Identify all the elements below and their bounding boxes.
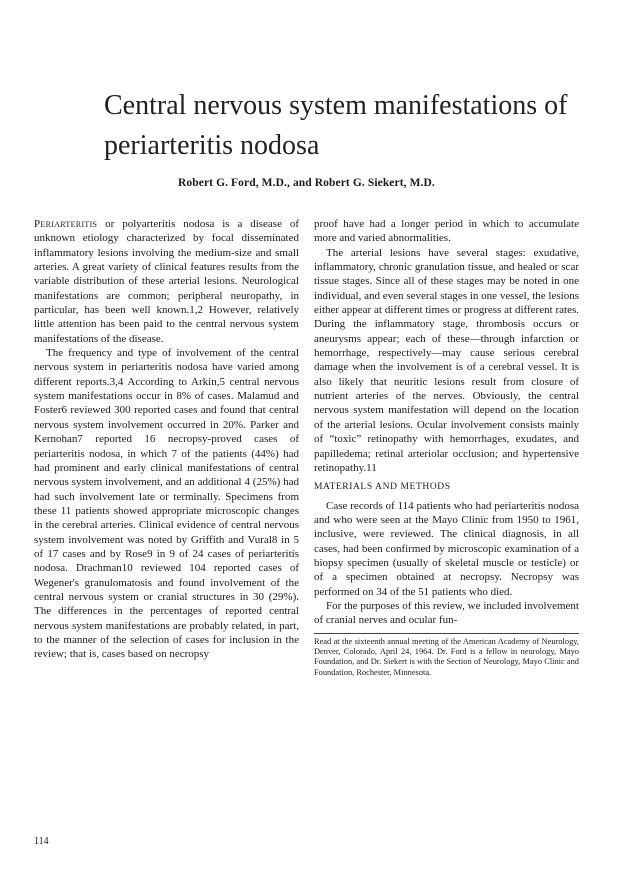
- left-paragraph-2: The frequency and type of involvement of the central nervous system in periarteritis nodosa have varied among different reports.3,4 According to Arkin,5 central nervous system manifestations occur in 8% of cases. Malamud and Foster6 reviewed 300 reported cases and found that central nervous system involvement occurred in 20%. Parker and Kernohan7 reported 16 necropsy-proved cases of periarteritis nodosa, in which 7 of the patients (44%) had had prominent and early clinical manifestations of central nervous system involvement, and an additional 4 (25%) had had such involvement late or terminally. Specimens from these 11 patients showed appropriate microscopic changes in the cerebral arteries. Clinical evidence of central nervous system involvement was noted by Griffith and Vural8 in 5 of 17 cases and by Rose9 in 9 of 24 cases of periarteritis nodosa. Drachman10 reviewed 104 reported cases of Wegener's granulomatosis and found involvement of the central nervous system or cranial structures in 30 (29%). The differences in the percentages of reported central nervous system manifestations are probably related, in part, to the manner of the selection of cases for inclusion in the review; that is, cases based on necropsy: [34, 347, 299, 661]
- right-paragraph-1: proof have had a longer period in which to accumulate more and varied abnormalities.: [314, 218, 579, 245]
- article-title: Central nervous system manifestations of periarteritis nodosa: [104, 90, 568, 161]
- section-heading: MATERIALS AND METHODS: [314, 482, 451, 493]
- right-paragraph-4: For the purposes of this review, we included involvement of cranial nerves and ocular fun-: [314, 599, 579, 627]
- left-paragraph-1-text: or polyarteritis nodosa is a disease of unknown etiology characterized by focal disseminated inflammatory lesions involving the medium-size and small arteries. A great variety of clinical features results from the variable distribution of these arterial lesions. Neurological manifestations are common; peripheral neuropathy, in particular, has been well known.1,2 However, relatively little attention has been paid to the central nervous system manifestations of the disease.: [34, 218, 299, 345]
- footnote: Read at the sixteenth annual meeting of the American Academy of Neurology, Denver, Colorado, April 24, 1964. Dr. Ford is a fellow in neurology, Mayo Foundation, and Dr. Siekert is with the Section of Neurology, Mayo Clinic and Foundation, Rochester, Minnesota.: [314, 633, 579, 679]
- article-authors: Robert G. Ford, M.D., and Robert G. Siekert, M.D.: [178, 177, 435, 189]
- page-number: 114: [34, 836, 49, 847]
- right-column: [314, 217, 579, 678]
- left-column: [34, 217, 299, 662]
- lead-word: Periarteritis: [34, 218, 98, 230]
- right-paragraph-2: The arterial lesions have several stages: exudative, inflammatory, chronic granulation tissue, and healed or scar tissue stages. Since all of these stages may be noted in one individual, and even several stages in one vessel, the lesions either appear at different times or progress at different rates. During the inflammatory stage, thrombosis occurs or aneurysms appear; each of these—through infarction or hemorrhage, respectively—may cause serious cerebral damage when the involvement is of a cerebral vessel. It is also likely that neuritic lesions result from closure of nutrient arteries of the nerves. Obviously, the central nervous system manifestation will depend on the location of the arterial lesions. Ocular involvement consists mainly of “toxic” retinopathy with hemorrhages, exudates, and papilledema; retinal arteriolar occlusion; and hypertensive retinopathy.11: [314, 246, 579, 474]
- left-paragraph-1: [34, 217, 299, 346]
- right-paragraph-3: Case records of 114 patients who had periarteritis nodosa and who were seen at the Mayo Clinic from 1950 to 1961, inclusive, were reviewed. The clinical diagnosis, in all cases, had been confirmed by microscopic examination of a biopsy specimen (usually of skeletal muscle or testicle) or of a specimen obtained at necropsy. Necropsy was performed on 34 of the 51 patients who died.: [314, 499, 579, 598]
